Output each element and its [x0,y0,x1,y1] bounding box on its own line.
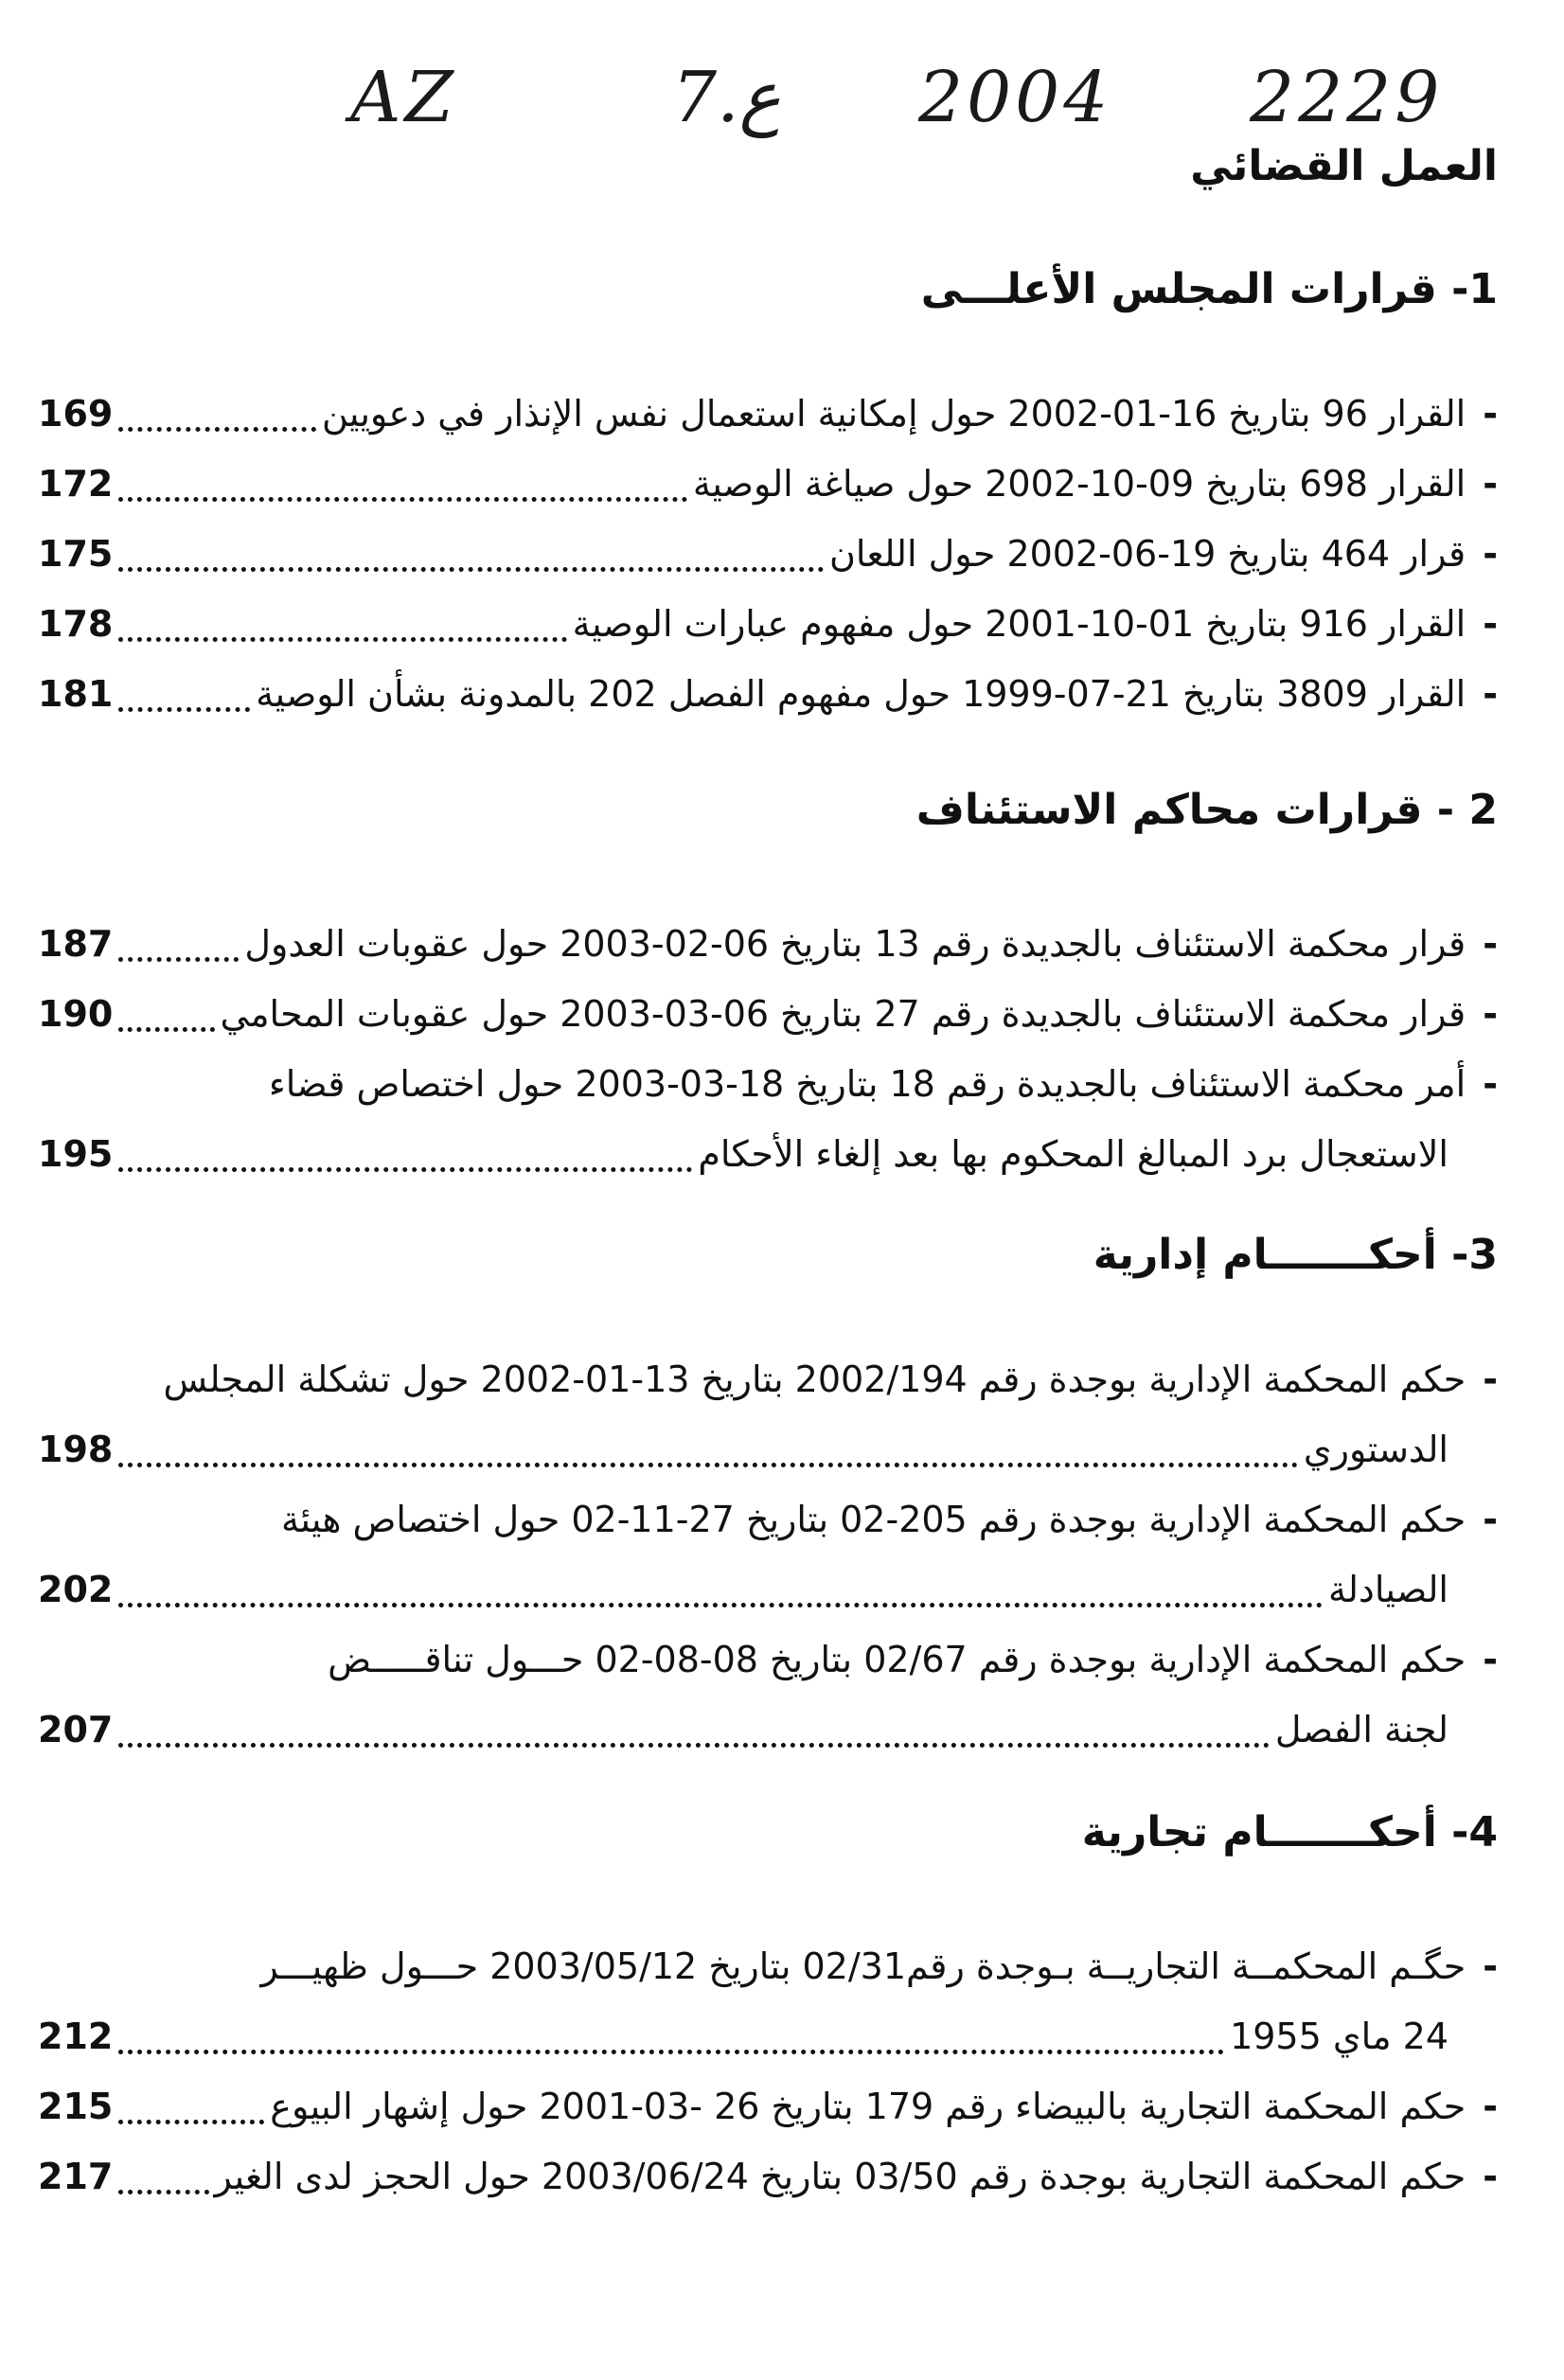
page-number: 195 [38,1133,114,1175]
dot-leader [118,1023,214,1032]
entry-text: حكم المحكمة الإدارية بوجدة رقم 205-02 بتاريخ 27-11-02 حول اختصاص هيئة [281,1499,1466,1540]
entry-text: قرار محكمة الاستئناف بالجديدة رقم 13 بتاريخ 06-02-2003 حول عقوبات العدول [244,923,1466,965]
entry-text: قرار 464 بتاريخ 19-06-2002 حول اللعان [829,533,1466,575]
dot-leader [118,703,250,712]
toc-entry[interactable]: - القرار 3809 بتاريخ 21-07-1999 حول مفهوم الفصل 202 بالمدونة بشأن الوصية 181 [38,659,1498,729]
page-number: 217 [38,2156,114,2197]
entry-text: القرار 698 بتاريخ 09-10-2002 حول صياغة الوصية [692,463,1466,505]
entry-text: قرار محكمة الاستئناف بالجديدة رقم 27 بتاريخ 06-03-2003 حول عقوبات المحامي [220,993,1466,1035]
entry-text: القرار 916 بتاريخ 01-10-2001 حول مفهوم عبارات الوصية [572,603,1466,645]
entry-text: حكم المحكمة التجارية بالبيضاء رقم 179 بتاريخ 26 -03-2001 حول إشهار البيوع [270,2086,1466,2127]
dot-leader [118,2116,264,2124]
entry-text: حكم المحكمة التجارية بوجدة رقم 03/50 بتاريخ 2003/06/24 حول الحجز لدى الغير [214,2156,1466,2197]
entry-text-continued: الصيادلة [1327,1569,1448,1610]
handwritten-year: 2004 [918,57,1112,138]
page-number: 175 [38,533,114,575]
section-list-supreme-council [38,379,1498,729]
section-heading-supreme-council: 1- قرارات المجلس الأعلـــى [920,265,1498,313]
dot-leader [118,423,316,432]
page-number: 169 [38,393,114,435]
dot-leader [118,493,687,502]
page-number: 172 [38,463,114,505]
entry-text: القرار 96 بتاريخ 16-01-2002 حول إمكانية استعمال نفس الإنذار في دعويين [321,393,1466,435]
section-list-administrative [38,1344,1498,1765]
toc-entry[interactable]: - القرار 96 بتاريخ 16-01-2002 حول إمكانية استعمال نفس الإنذار في دعويين 169 [38,379,1498,449]
entry-text: القرار 3809 بتاريخ 21-07-1999 حول مفهوم الفصل 202 بالمدونة بشأن الوصية [256,673,1466,715]
section-list-appeal-courts [38,909,1498,1189]
dot-leader [118,953,239,962]
toc-entry[interactable]: - قرار محكمة الاستئناف بالجديدة رقم 27 بتاريخ 06-03-2003 حول عقوبات المحامي 190 [38,979,1498,1049]
entry-text: حكم المحكمة الإدارية بوجدة رقم 02/67 بتاريخ 08-08-02 حـــول تناقـــــض [328,1639,1466,1680]
toc-entry[interactable]: - أمر محكمة الاستئناف بالجديدة رقم 18 بتاريخ 18-03-2003 حول اختصاص قضاء الاستعجال برد المبالغ المحكوم بها بعد إلغاء الأحكام 195 [38,1049,1498,1189]
toc-entry[interactable]: - القرار 698 بتاريخ 09-10-2002 حول صياغة الوصية 172 [38,449,1498,519]
toc-entry[interactable]: - حكم المحكمة التجارية بوجدة رقم 03/50 بتاريخ 2003/06/24 حول الحجز لدى الغير 217 [38,2141,1498,2211]
page-number: 202 [38,1569,114,1610]
page-number: 207 [38,1709,114,1750]
handwritten-number: 7.ع [672,57,781,138]
toc-entry[interactable]: - القرار 916 بتاريخ 01-10-2001 حول مفهوم عبارات الوصية 178 [38,589,1498,659]
dot-leader [118,1459,1298,1467]
toc-entry[interactable]: - حكم المحكمة الإدارية بوجدة رقم 205-02 بتاريخ 27-11-02 حول اختصاص هيئة الصيادلة 202 [38,1484,1498,1625]
entry-text-continued: لجنة الفصل [1274,1709,1448,1750]
page-number: 212 [38,2016,114,2057]
page-number: 198 [38,1429,114,1470]
dot-leader [118,1163,692,1172]
toc-entry[interactable]: - قرار 464 بتاريخ 19-06-2002 حول اللعان 175 [38,519,1498,589]
section-heading-appeal-courts: 2 - قرارات محاكم الاستئناف [915,786,1498,834]
section-heading-administrative: 3- أحكـــــــام إدارية [1093,1231,1498,1279]
page-number: 215 [38,2086,114,2127]
entry-text-continued: الاستعجال برد المبالغ المحكوم بها بعد إلغاء الأحكام [698,1133,1448,1175]
dot-leader [118,2186,208,2194]
toc-entry[interactable]: - حگـم المحكمــة التجاريــة بـوجدة رقم02/31 بتاريخ 2003/05/12 حـــول ظهيـــر 24 ماي 1955 212 [38,1931,1498,2071]
dot-leader [118,1599,1323,1607]
entry-text: حكم المحكمة الإدارية بوجدة رقم 2002/194 بتاريخ 13-01-2002 حول تشكلة المجلس [163,1359,1466,1400]
section-heading-commercial: 4- أحكـــــــام تجارية [1081,1808,1498,1856]
section-list-commercial [38,1931,1498,2211]
entry-text-continued: 24 ماي 1955 [1230,2016,1448,2057]
entry-text: حگـم المحكمــة التجاريــة بـوجدة رقم02/31 بتاريخ 2003/05/12 حـــول ظهيـــر [260,1945,1466,1987]
dot-leader [118,2046,1224,2054]
page-number: 187 [38,923,114,965]
entry-text-continued: الدستوري [1303,1429,1448,1470]
page-title: العمل القضائي [1190,142,1498,190]
entry-text: أمر محكمة الاستئناف بالجديدة رقم 18 بتاريخ 18-03-2003 حول اختصاص قضاء [268,1063,1466,1105]
page-number: 181 [38,673,114,715]
page-number: 190 [38,993,114,1035]
toc-entry[interactable]: - حكم المحكمة الإدارية بوجدة رقم 02/67 بتاريخ 08-08-02 حـــول تناقـــــض لجنة الفصل 207 [38,1625,1498,1765]
toc-entry[interactable]: - قرار محكمة الاستئناف بالجديدة رقم 13 بتاريخ 06-02-2003 حول عقوبات العدول 187 [38,909,1498,979]
toc-entry[interactable]: - حكم المحكمة الإدارية بوجدة رقم 2002/194 بتاريخ 13-01-2002 حول تشكلة المجلس الدستوري 198 [38,1344,1498,1484]
dot-leader [118,633,566,642]
page-number: 178 [38,603,114,645]
dot-leader [118,563,824,572]
dot-leader [118,1739,1270,1748]
handwritten-reference: 2229 [1250,57,1444,138]
handwritten-code: AZ [350,57,457,138]
toc-entry[interactable]: - حكم المحكمة التجارية بالبيضاء رقم 179 بتاريخ 26 -03-2001 حول إشهار البيوع 215 [38,2071,1498,2141]
